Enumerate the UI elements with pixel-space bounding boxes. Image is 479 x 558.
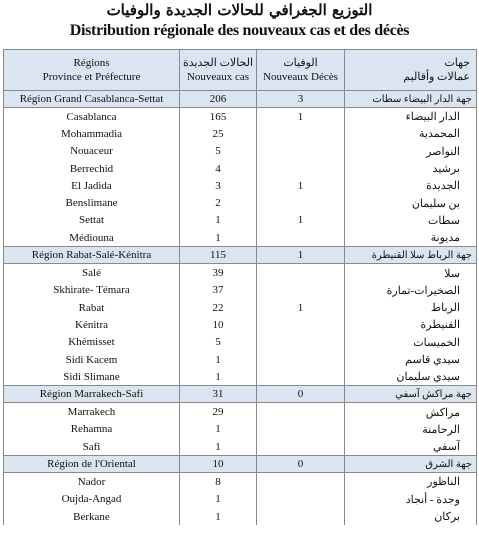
cell-name-ar: القنيطرة <box>345 316 477 333</box>
cell-new-cases: 5 <box>180 334 257 351</box>
cell-new-deaths <box>257 143 345 160</box>
cell-name-ar: جهة الرباط سلا القنيطرة <box>345 247 477 264</box>
cell-name-ar: مراكش <box>345 403 477 421</box>
cell-new-deaths <box>257 125 345 142</box>
cell-new-cases: 1 <box>180 421 257 438</box>
cell-name-ar: جهة مراكش آسفي <box>345 386 477 403</box>
cell-name-ar: الرباط <box>345 299 477 316</box>
table-row <box>4 438 477 456</box>
title-french: Distribution régionale des nouveaux cas et des décès <box>69 22 410 39</box>
cell-new-deaths <box>257 421 345 438</box>
cell-new-deaths: 1 <box>257 108 345 126</box>
cell-new-cases: 1 <box>180 351 257 368</box>
cell-name: Mohammadia <box>4 125 180 142</box>
cell-new-deaths <box>257 351 345 368</box>
cell-name-ar: سيدي سليمان <box>345 368 477 386</box>
cell-name: Settat <box>4 212 180 229</box>
cell-name-ar: النواصر <box>345 143 477 160</box>
cell-name: Région Grand Casablanca-Settat <box>4 91 180 108</box>
cell-new-deaths: 1 <box>257 247 345 264</box>
header-new-cases-ar: الحالات الجديدة <box>182 57 254 69</box>
table-row <box>4 125 477 142</box>
cell-new-deaths: 1 <box>257 212 345 229</box>
cell-new-cases: 1 <box>180 212 257 229</box>
cell-name-ar: الجديدة <box>345 177 477 194</box>
cell-name: Berkane <box>4 508 180 525</box>
header-new-deaths <box>257 50 345 91</box>
cell-name: Médiouna <box>4 229 180 247</box>
cell-name: Benslimane <box>4 194 180 211</box>
cell-new-cases: 1 <box>180 491 257 508</box>
cell-new-deaths <box>257 508 345 525</box>
cell-name: Nador <box>4 473 180 491</box>
cell-new-cases: 2 <box>180 194 257 211</box>
table-row <box>4 194 477 211</box>
cell-name-ar: سلا <box>345 264 477 282</box>
cell-name-ar: مديونة <box>345 229 477 247</box>
cell-new-cases: 1 <box>180 508 257 525</box>
cell-new-cases: 115 <box>180 247 257 264</box>
cell-name-ar: سيدي قاسم <box>345 351 477 368</box>
cell-name: Skhirate- Témara <box>4 282 180 299</box>
cell-name: Kénitra <box>4 316 180 333</box>
cell-new-deaths <box>257 368 345 386</box>
cell-new-deaths <box>257 438 345 456</box>
cell-name-ar: الناظور <box>345 473 477 491</box>
cell-name: Casablanca <box>4 108 180 126</box>
cell-name: Rehamna <box>4 421 180 438</box>
cell-name: Sidi Kacem <box>4 351 180 368</box>
header-new-deaths-ar: الوفيات <box>283 57 318 69</box>
table-row <box>4 160 477 177</box>
cell-name-ar: الدار البيضاء <box>345 108 477 126</box>
table-row <box>4 299 477 316</box>
cell-new-deaths: 1 <box>257 177 345 194</box>
cell-new-cases: 31 <box>180 386 257 403</box>
cell-name-ar: بركان <box>345 508 477 525</box>
cell-name-ar: جهة الشرق <box>345 456 477 473</box>
region-row <box>4 91 477 108</box>
table-row <box>4 264 477 282</box>
header-regions-ar-line1: جهات <box>444 57 470 69</box>
table-row <box>4 108 477 126</box>
table-row <box>4 421 477 438</box>
cell-new-cases: 206 <box>180 91 257 108</box>
table-row <box>4 473 477 491</box>
cell-new-deaths: 3 <box>257 91 345 108</box>
cell-name: Oujda-Angad <box>4 491 180 508</box>
table-row <box>4 177 477 194</box>
region-row <box>4 247 477 264</box>
cell-name-ar: المحمدية <box>345 125 477 142</box>
cell-new-deaths: 0 <box>257 456 345 473</box>
table-row <box>4 508 477 525</box>
cell-new-cases: 25 <box>180 125 257 142</box>
header-new-cases-fr: Nouveaux cas <box>186 71 249 83</box>
header-new-deaths-fr: Nouveaux Décès <box>263 71 338 83</box>
table-row <box>4 143 477 160</box>
cell-new-cases: 1 <box>180 368 257 386</box>
cell-new-deaths <box>257 403 345 421</box>
header-new-cases <box>180 50 257 91</box>
header-regions-ar-line2: عمالات وأقاليم <box>403 71 470 83</box>
cell-new-deaths: 0 <box>257 386 345 403</box>
cell-name: Région Marrakech-Safi <box>4 386 180 403</box>
cell-name: Salé <box>4 264 180 282</box>
cell-new-cases: 1 <box>180 438 257 456</box>
cell-name-ar: آسفي <box>345 438 477 456</box>
cell-new-cases: 8 <box>180 473 257 491</box>
cell-new-deaths <box>257 194 345 211</box>
cell-name-ar: برشيد <box>345 160 477 177</box>
cell-name: Berrechid <box>4 160 180 177</box>
cell-name: Région Rabat-Salé-Kénitra <box>4 247 180 264</box>
cell-name-ar: الرحامنة <box>345 421 477 438</box>
cell-new-deaths <box>257 229 345 247</box>
cell-new-cases: 39 <box>180 264 257 282</box>
cell-name: Marrakech <box>4 403 180 421</box>
cell-name: Région de l'Oriental <box>4 456 180 473</box>
table-header-row <box>4 50 477 91</box>
region-row <box>4 456 477 473</box>
table-row <box>4 334 477 351</box>
cell-name-ar: سطات <box>345 212 477 229</box>
table-row <box>4 351 477 368</box>
table-row <box>4 316 477 333</box>
region-row <box>4 386 477 403</box>
cell-new-cases: 1 <box>180 229 257 247</box>
cell-name: Rabat <box>4 299 180 316</box>
table-row <box>4 229 477 247</box>
cell-new-cases: 22 <box>180 299 257 316</box>
cell-new-deaths <box>257 473 345 491</box>
cell-new-cases: 4 <box>180 160 257 177</box>
cell-new-deaths <box>257 491 345 508</box>
table-row <box>4 212 477 229</box>
cell-new-cases: 10 <box>180 316 257 333</box>
cell-name-ar: الصخيرات-تمارة <box>345 282 477 299</box>
cell-name-ar: جهة الدار البيضاء سطات <box>345 91 477 108</box>
cell-new-cases: 29 <box>180 403 257 421</box>
cell-name-ar: الخميسات <box>345 334 477 351</box>
cell-new-deaths <box>257 316 345 333</box>
header-regions-ar <box>345 50 477 91</box>
table-row <box>4 282 477 299</box>
header-regions-line1: Régions <box>73 57 110 69</box>
table-row <box>4 403 477 421</box>
cell-new-cases: 165 <box>180 108 257 126</box>
cell-name-ar: بن سليمان <box>345 194 477 211</box>
cell-new-cases: 3 <box>180 177 257 194</box>
cell-new-cases: 5 <box>180 143 257 160</box>
cell-name: El Jadida <box>4 177 180 194</box>
cell-new-deaths <box>257 282 345 299</box>
cell-new-cases: 37 <box>180 282 257 299</box>
cell-new-deaths <box>257 160 345 177</box>
header-regions-line2: Province et Préfecture <box>42 71 141 83</box>
cell-name: Nouaceur <box>4 143 180 160</box>
cell-new-deaths: 1 <box>257 299 345 316</box>
table-row <box>4 368 477 386</box>
cell-new-cases: 10 <box>180 456 257 473</box>
cell-name: Sidi Slimane <box>4 368 180 386</box>
cell-name-ar: وجدة - أنجاد <box>345 491 477 508</box>
header-regions <box>4 50 180 91</box>
distribution-table <box>3 49 477 525</box>
table-row <box>4 491 477 508</box>
cell-name: Khémisset <box>4 334 180 351</box>
cell-new-deaths <box>257 264 345 282</box>
cell-new-deaths <box>257 334 345 351</box>
cell-name: Safi <box>4 438 180 456</box>
title-arabic: التوزيع الجغرافي للحالات الجديدة والوفيات <box>106 1 373 19</box>
